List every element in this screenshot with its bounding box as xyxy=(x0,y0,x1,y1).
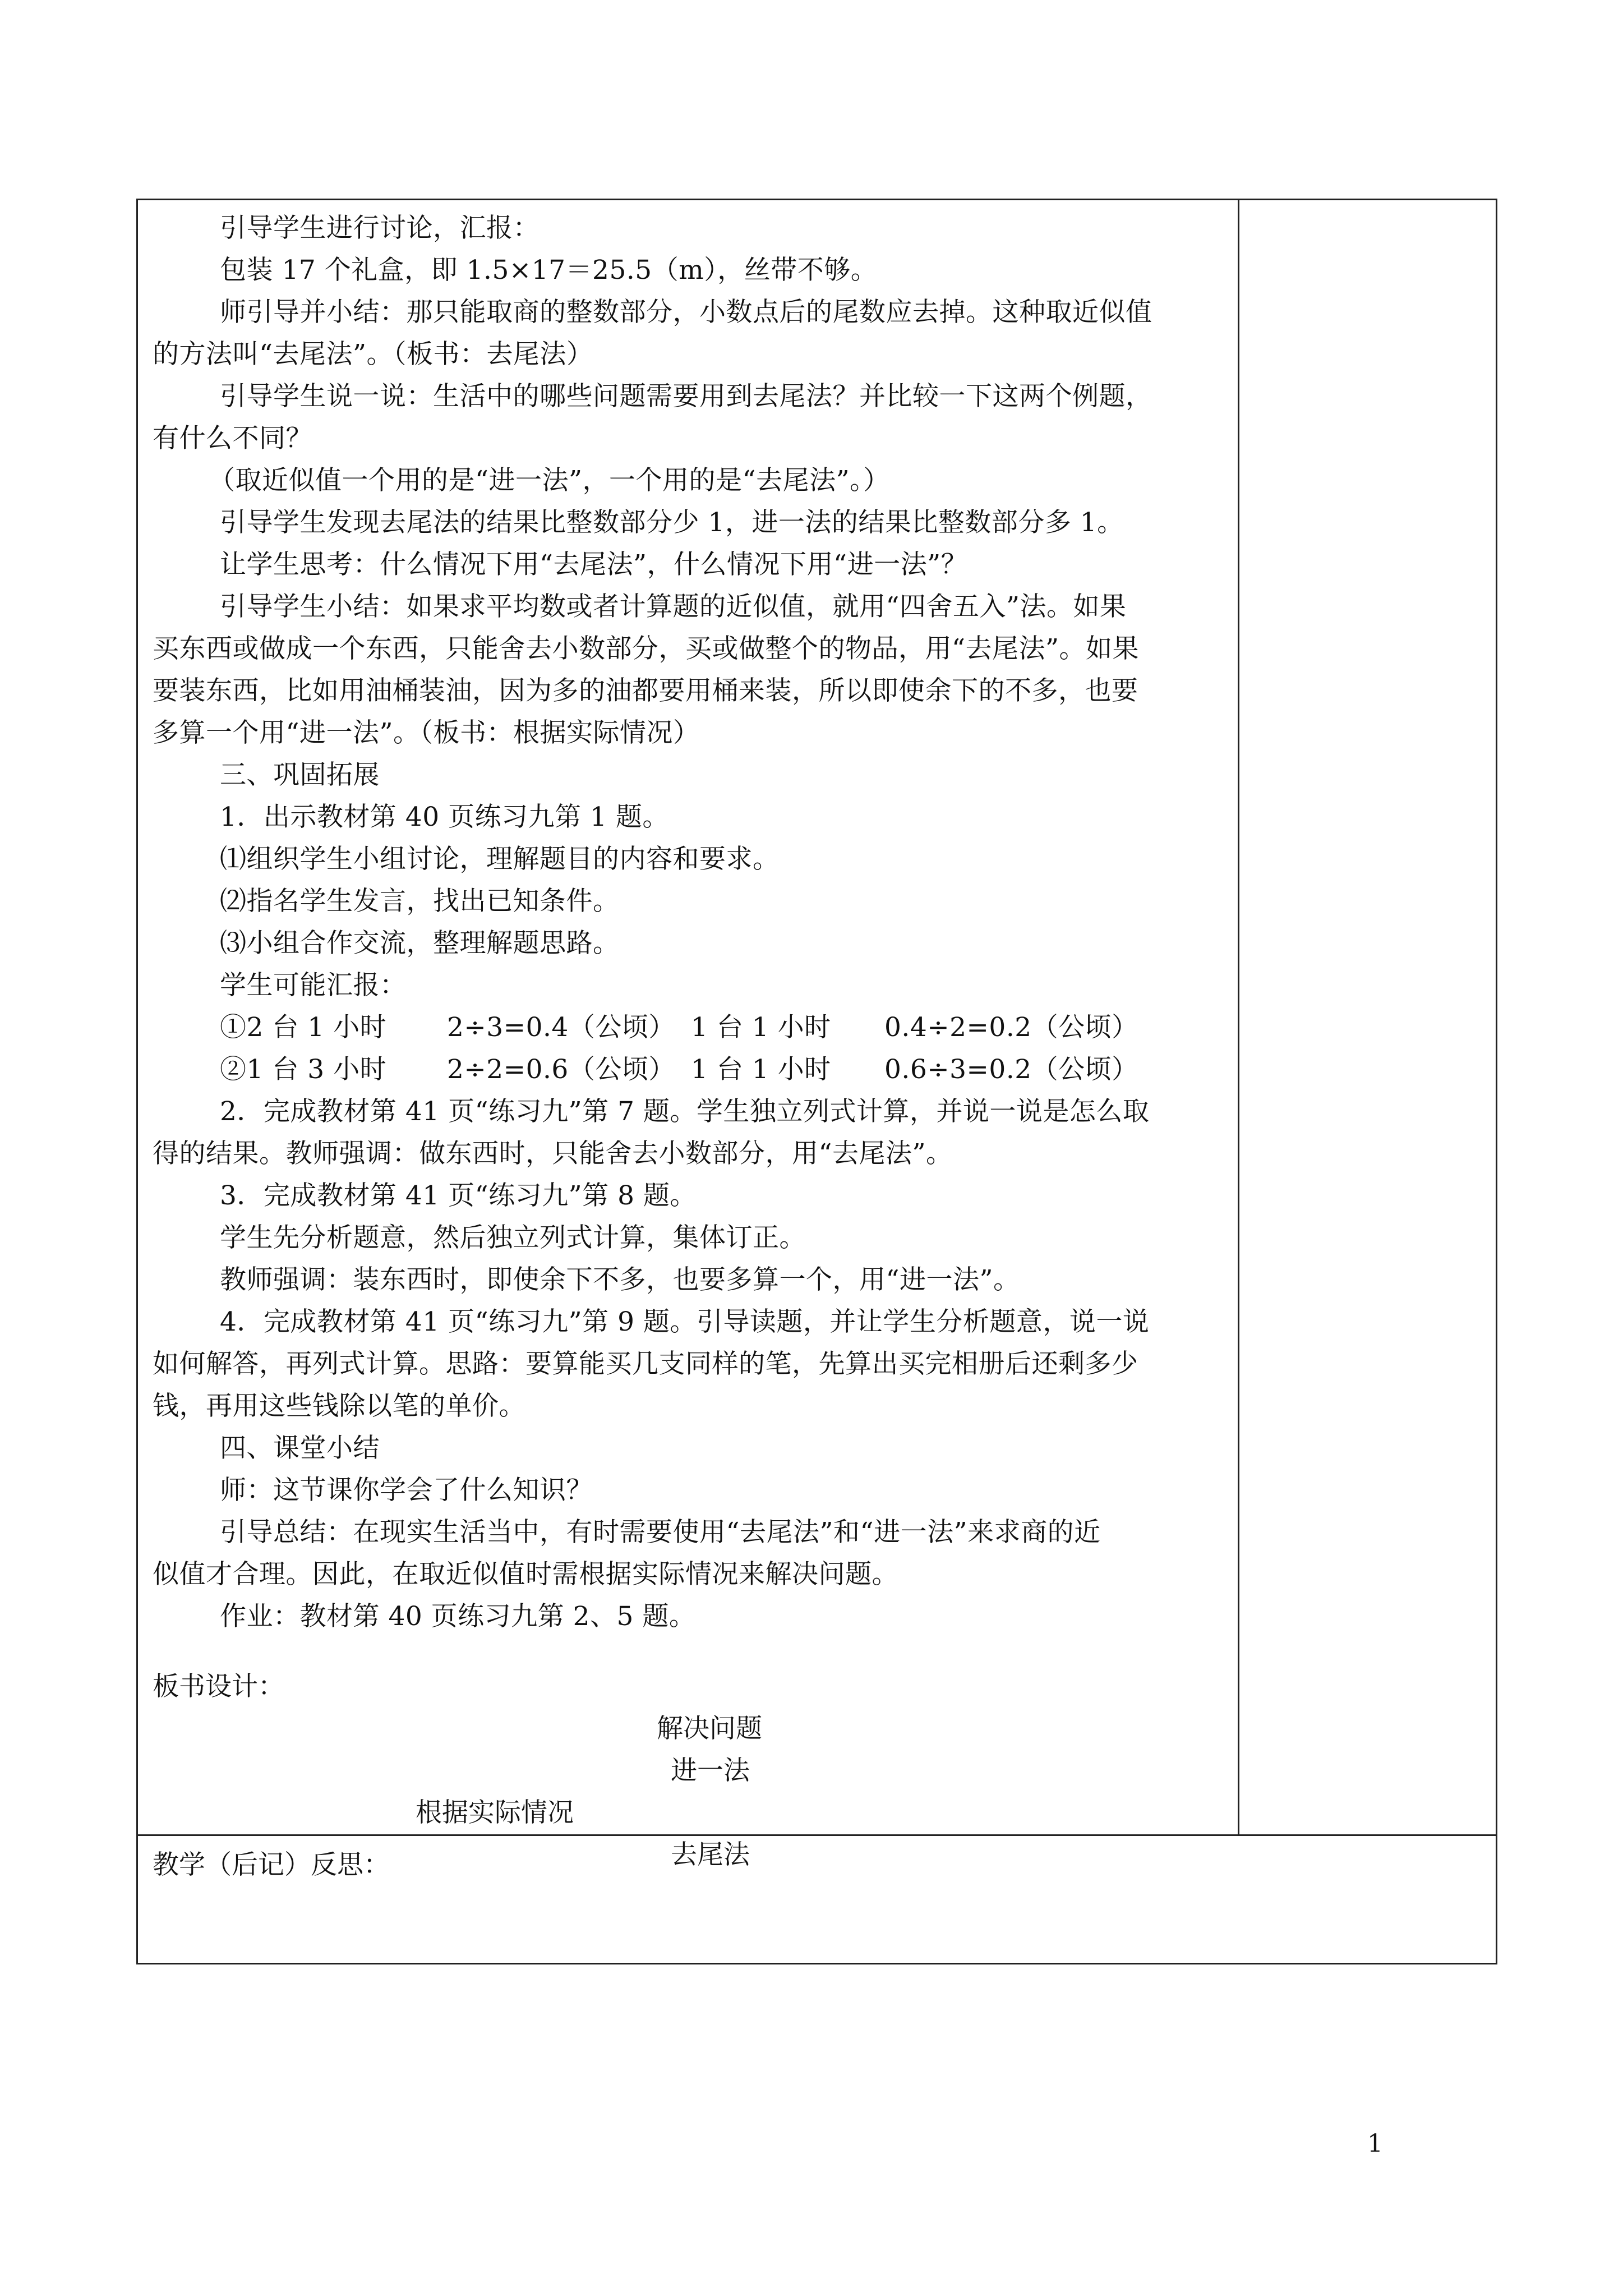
paragraph-line: 2．完成教材第 41 页“练习九”第 7 题。学生独立列式计算，并说一说是怎么取 xyxy=(220,1096,1150,1127)
board-item: 去尾法 xyxy=(671,1839,750,1870)
paragraph-line: 引导总结：在现实生活当中，有时需要使用“去尾法”和“进一法”来求商的近 xyxy=(220,1517,1101,1548)
board-middle: 根据实际情况 xyxy=(416,1797,574,1828)
paragraph-line: ⑵指名学生发言，找出已知条件。 xyxy=(220,886,620,917)
paragraph-line: 钱，再用这些钱除以笔的单价。 xyxy=(153,1391,525,1421)
calc-cell: 1 台 1 小时 xyxy=(691,1012,831,1043)
paragraph-line: 学生可能汇报： xyxy=(220,970,407,1001)
calc-cell: 0.4÷2=0.2（公顷） xyxy=(884,1012,1138,1043)
paragraph-line: 得的结果。教师强调：做东西时，只能舍去小数部分，用“去尾法”。 xyxy=(153,1138,953,1169)
section-heading: 四、课堂小结 xyxy=(220,1433,380,1464)
calc-cell: ①2 台 1 小时 xyxy=(220,1012,387,1043)
paragraph-line: 有什么不同？ xyxy=(153,423,312,454)
paragraph-line: 引导学生发现去尾法的结果比整数部分少 1，进一法的结果比整数部分多 1。 xyxy=(220,507,1124,538)
column-divider xyxy=(1238,200,1239,1834)
board-design-label: 板书设计： xyxy=(153,1671,284,1702)
paragraph-line: 引导学生小结：如果求平均数或者计算题的近似值，就用“四舍五入”法。如果 xyxy=(220,591,1127,622)
section-heading: 三、巩固拓展 xyxy=(220,760,380,790)
paragraph-line: 师引导并小结：那只能取商的整数部分，小数点后的尾数应去掉。这种取近似值 xyxy=(220,297,1152,328)
paragraph-line: 如何解答，再列式计算。思路：要算能买几支同样的笔，先算出买完相册后还剩多少 xyxy=(153,1349,1138,1379)
paragraph-line: 1．出示教材第 40 页练习九第 1 题。 xyxy=(220,802,669,832)
paragraph-line: 3．完成教材第 41 页“练习九”第 8 题。 xyxy=(220,1180,697,1211)
paragraph-line: 多算一个用“进一法”。（板书：根据实际情况） xyxy=(153,717,700,748)
calc-cell: 2÷2=0.6（公顷） xyxy=(447,1054,675,1085)
paragraph-line: ⑶小组合作交流，整理解题思路。 xyxy=(220,928,620,959)
calc-cell: 0.6÷3=0.2（公顷） xyxy=(884,1054,1138,1085)
paragraph-line: 包装 17 个礼盒，即 1.5×17＝25.5（m），丝带不够。 xyxy=(220,255,878,286)
calculation-row xyxy=(153,1048,1224,1091)
paragraph-line: 引导学生进行讨论，汇报： xyxy=(220,213,540,243)
row-divider xyxy=(138,1834,1496,1836)
paragraph-line: 似值才合理。因此，在取近似值时需根据实际情况来解决问题。 xyxy=(153,1559,898,1590)
paragraph-line: 教师强调：装东西时，即使余下不多，也要多算一个，用“进一法”。 xyxy=(220,1264,1020,1295)
calculation-row xyxy=(153,1006,1224,1048)
paragraph-line: 作业：教材第 40 页练习九第 2、5 题。 xyxy=(220,1601,696,1632)
paragraph-line: 买东西或做成一个东西，只能舍去小数部分，买或做整个的物品，用“去尾法”。如果 xyxy=(153,633,1140,664)
calc-cell: 2÷3=0.4（公顷） xyxy=(447,1012,675,1043)
paragraph-line: 让学生思考：什么情况下用“去尾法”，什么情况下用“进一法”？ xyxy=(220,549,968,580)
page-number: 1 xyxy=(1367,2129,1383,2158)
paragraph-line: 师：这节课你学会了什么知识？ xyxy=(220,1475,593,1506)
calc-cell: ②1 台 3 小时 xyxy=(220,1054,387,1085)
lesson-plan-table xyxy=(136,199,1497,1964)
paragraph-line: 要装东西，比如用油桶装油，因为多的油都要用桶来装，所以即使余下的不多，也要 xyxy=(153,675,1138,706)
paragraph-line: 引导学生说一说：生活中的哪些问题需要用到去尾法？并比较一下这两个例题， xyxy=(220,381,1152,412)
board-title: 解决问题 xyxy=(657,1713,762,1744)
paragraph-line: （取近似值一个用的是“进一法”，一个用的是“去尾法”。） xyxy=(209,465,890,496)
paragraph-line: 学生先分析题意，然后独立列式计算，集体订正。 xyxy=(220,1222,806,1253)
lesson-content-cell xyxy=(153,207,1224,1637)
paragraph-line: 4．完成教材第 41 页“练习九”第 9 题。引导读题，并让学生分析题意，说一说 xyxy=(220,1306,1150,1337)
calc-cell: 1 台 1 小时 xyxy=(691,1054,831,1085)
paragraph-line: ⑴组织学生小组讨论，理解题目的内容和要求。 xyxy=(220,844,780,875)
paragraph-line: 的方法叫“去尾法”。（板书：去尾法） xyxy=(153,339,593,370)
reflection-label: 教学（后记）反思： xyxy=(153,1849,390,1880)
board-item: 进一法 xyxy=(671,1755,750,1786)
